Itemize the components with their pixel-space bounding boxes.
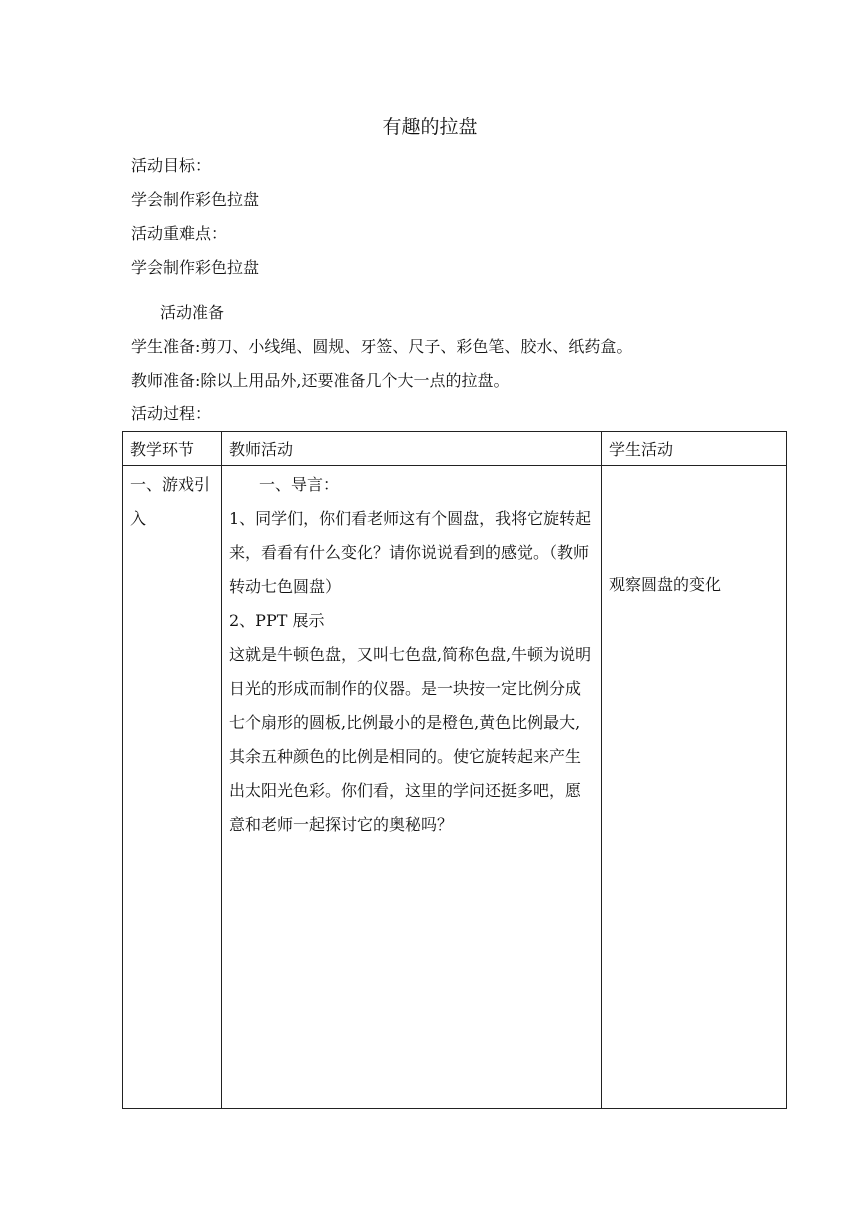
activity-process-table <box>122 431 787 1109</box>
student-preparation: 学生准备:剪刀、小线绳、圆规、牙签、尺子、彩色笔、胶水、纸药盒。 <box>131 337 633 356</box>
table-header-row <box>123 432 787 466</box>
teacher-preparation: 教师准备:除以上用品外,还要准备几个大一点的拉盘。 <box>131 371 510 390</box>
table-row <box>123 466 787 1109</box>
stage-text: 一、游戏引入 <box>130 475 211 528</box>
teacher-explanation: 这就是牛顿色盘，又叫七色盘,简称色盘,牛顿为说明日光的形成而制作的仪器。是一块按一定比例分成七个扇形的圆板,比例最小的是橙色,黄色比例最大,其余五种颜色的比例是相同的。使它旋转起来产生出太阳光色彩。你们看，这里的学问还挺多吧，愿意和老师一起探讨它的奥秘吗？ <box>229 645 592 834</box>
stage-cell <box>123 466 222 1109</box>
student-activity-text: 观察圆盘的变化 <box>609 575 722 594</box>
teacher-step-2: 2、PPT 展示 <box>229 611 325 630</box>
student-activity-cell <box>602 466 787 1109</box>
preparation-label: 活动准备 <box>160 303 225 322</box>
teacher-step-1: 1、同学们，你们看老师这有个圆盘，我将它旋转起来，看看有什么变化？请你说说看到的感觉。（教师转动七色圆盘） <box>229 509 592 596</box>
header-teacher-activity: 教师活动 <box>222 432 602 466</box>
header-stage: 教学环节 <box>123 432 222 466</box>
teacher-activity-cell <box>222 466 602 1109</box>
document-title: 有趣的拉盘 <box>382 116 478 138</box>
goal-label: 活动目标： <box>131 156 212 175</box>
key-points-label: 活动重难点： <box>131 224 228 243</box>
process-label: 活动过程： <box>131 404 212 423</box>
goal-text: 学会制作彩色拉盘 <box>131 190 260 209</box>
header-student-activity: 学生活动 <box>602 432 787 466</box>
intro-heading: 一、导言： <box>259 475 340 494</box>
key-points-text: 学会制作彩色拉盘 <box>131 258 260 277</box>
